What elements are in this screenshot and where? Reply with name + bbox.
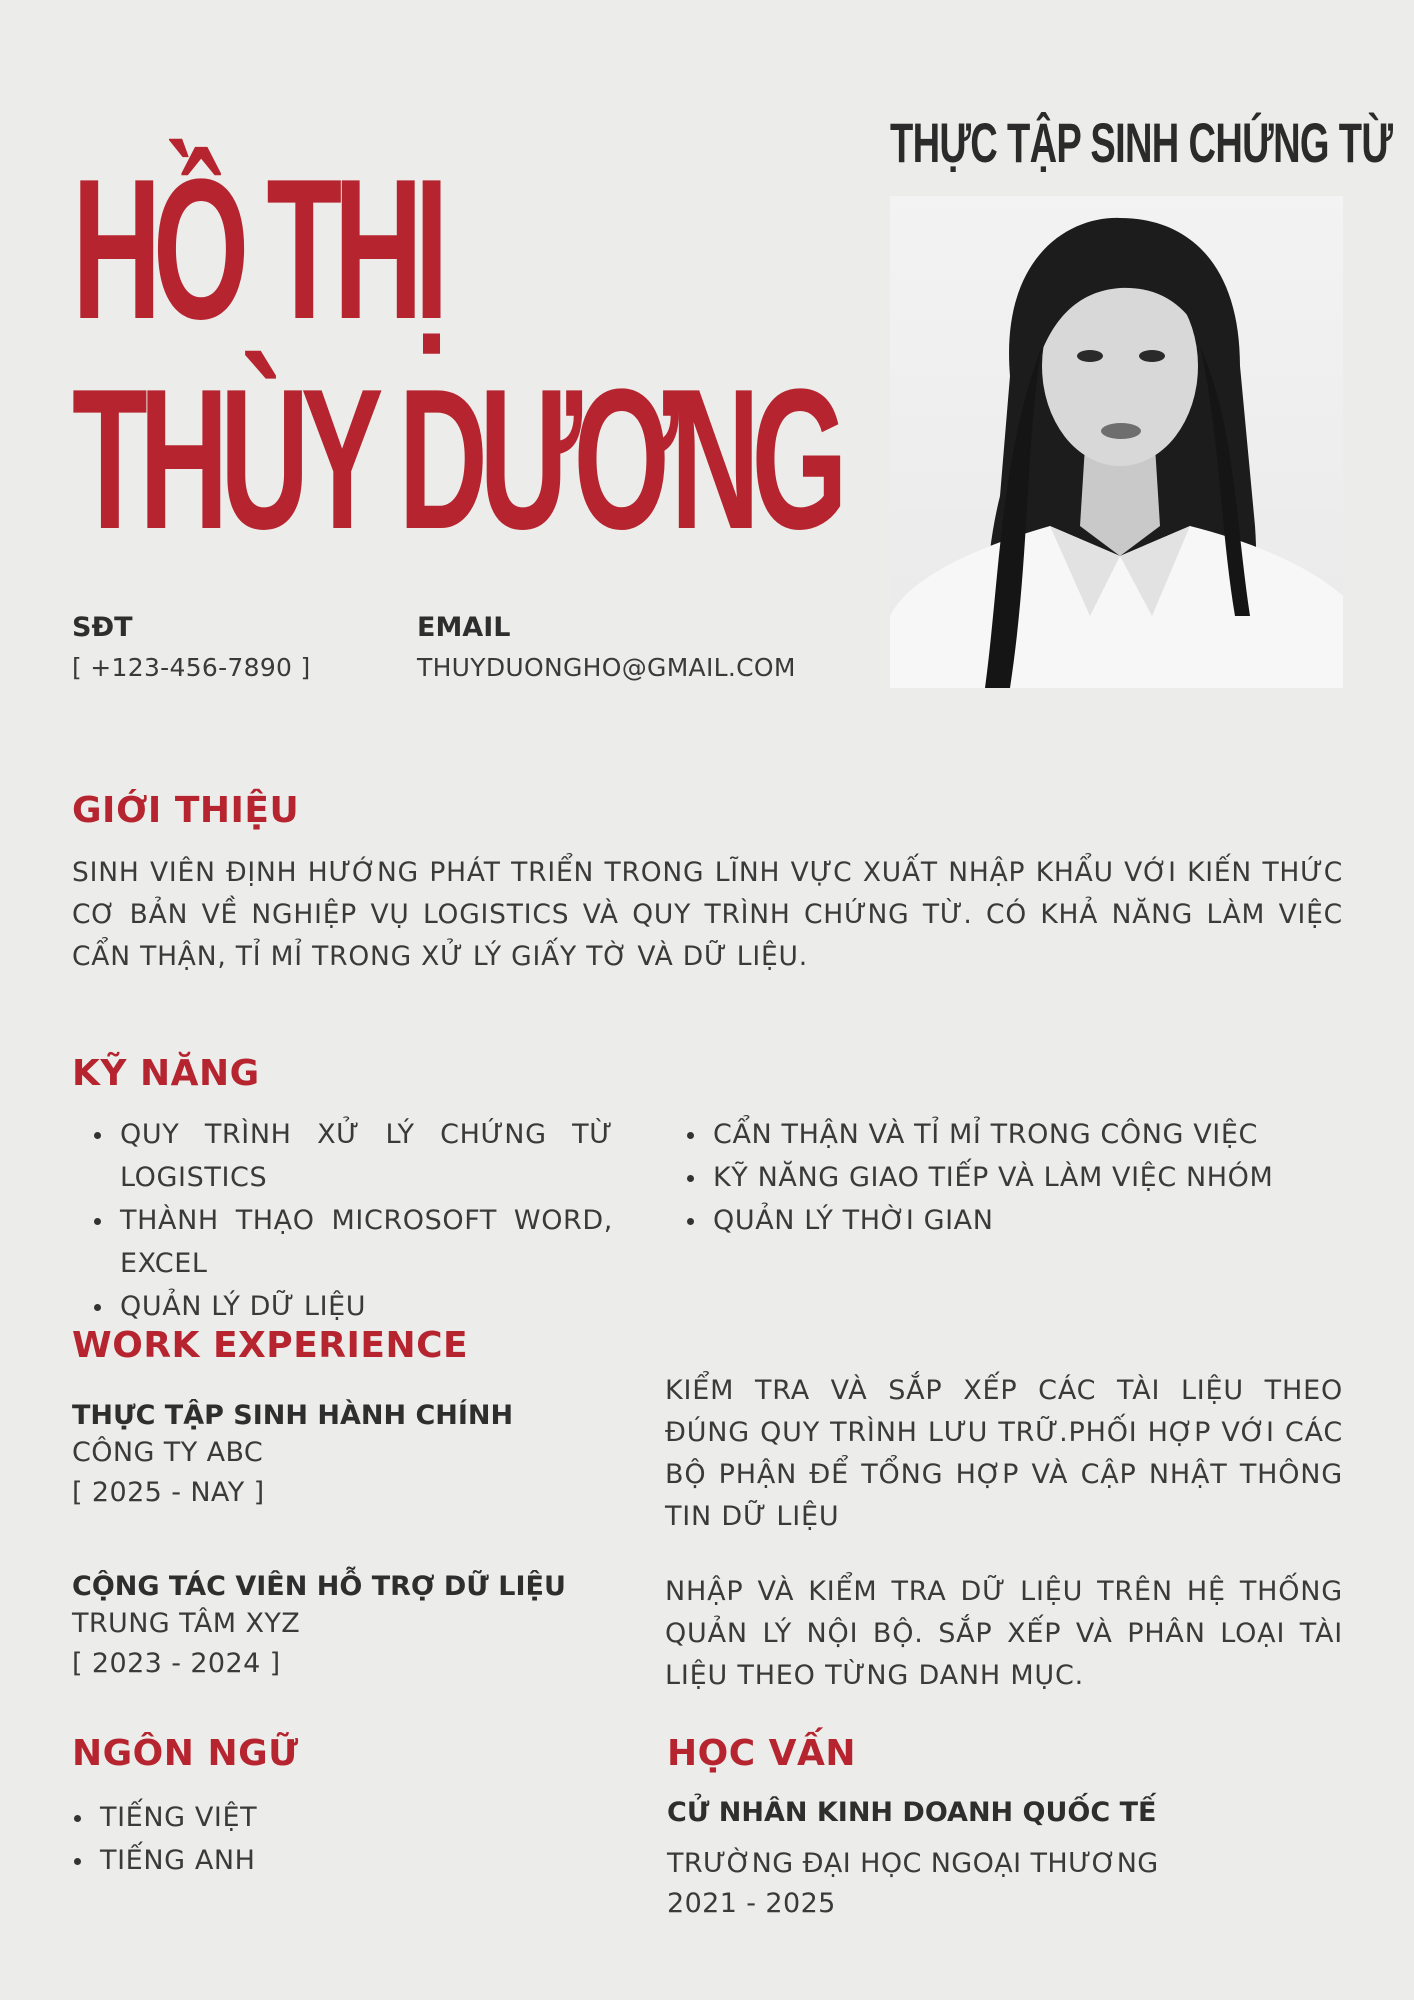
skills-list-left — [72, 1113, 613, 1328]
job-role-title: THỰC TẬP SINH CHỨNG TỪ — [890, 111, 1393, 174]
education-degree: CỬ NHÂN KINH DOANH QUỐC TẾ — [667, 1797, 1157, 1828]
list-item: THÀNH THẠO MICROSOFT WORD, EXCEL — [120, 1199, 613, 1285]
candidate-name — [72, 138, 840, 571]
profile-photo — [890, 196, 1343, 688]
job-description: KIỂM TRA VÀ SẮP XẾP CÁC TÀI LIỆU THEO ĐÚNG QUY TRÌNH LƯU TRỮ.PHỐI HỢP VỚI CÁC BỘ PHẬN ĐỂ TỔNG HỢP VÀ CẬP NHẬT THÔNG TIN DỮ LIỆU — [665, 1375, 1343, 1532]
job-description: NHẬP VÀ KIỂM TRA DỮ LIỆU TRÊN HỆ THỐNG QUẢN LÝ NỘI BỘ. SẮP XẾP VÀ PHÂN LOẠI TÀI LIỆU THEO TỪNG DANH MỤC. — [665, 1576, 1343, 1691]
job-company: CÔNG TY ABC — [72, 1437, 264, 1468]
email-label: EMAIL — [417, 612, 511, 643]
email-value: THUYDUONGHO@GMAIL.COM — [417, 653, 796, 682]
job-company: TRUNG TÂM XYZ — [72, 1608, 301, 1639]
languages-heading: NGÔN NGỮ — [72, 1733, 299, 1774]
job-title: CỘNG TÁC VIÊN HỖ TRỢ DỮ LIỆU — [72, 1571, 566, 1602]
education-heading: HỌC VẤN — [667, 1733, 857, 1774]
languages-list — [52, 1796, 500, 1882]
list-item: TIẾNG VIỆT — [100, 1796, 500, 1839]
job-period: [ 2023 - 2024 ] — [72, 1648, 281, 1679]
experience-heading: WORK EXPERIENCE — [72, 1325, 469, 1366]
list-item: QUY TRÌNH XỬ LÝ CHỨNG TỪ LOGISTICS — [120, 1113, 613, 1199]
phone-value: [ +123-456-7890 ] — [72, 653, 311, 682]
intro-text: SINH VIÊN ĐỊNH HƯỚNG PHÁT TRIỂN TRONG LĨNH VỰC XUẤT NHẬP KHẨU VỚI KIẾN THỨC CƠ BẢN VỀ NGHIỆP VỤ LOGISTICS VÀ QUY TRÌNH CHỨNG TỪ. CÓ KHẢ NĂNG LÀM VIỆC CẨN THẬN, TỈ MỈ TRONG XỬ LÝ GIẤY TỜ VÀ DỮ LIỆU. — [72, 857, 1343, 972]
phone-label: SĐT — [72, 612, 133, 643]
education-period: 2021 - 2025 — [667, 1888, 836, 1919]
list-item: KỸ NĂNG GIAO TIẾP VÀ LÀM VIỆC NHÓM — [713, 1156, 1391, 1199]
skills-heading: KỸ NĂNG — [72, 1053, 260, 1094]
list-item: CẨN THẬN VÀ TỈ MỈ TRONG CÔNG VIỆC — [713, 1113, 1391, 1156]
job-entry-1 — [72, 1400, 513, 1513]
job-entry-2 — [72, 1571, 566, 1684]
email-block — [417, 612, 796, 682]
phone-block — [72, 612, 311, 682]
list-item: QUẢN LÝ THỜI GIAN — [713, 1199, 1391, 1242]
intro-heading: GIỚI THIỆU — [72, 790, 300, 831]
skills-list-right — [665, 1113, 1391, 1242]
name-line-2: THÙY DƯƠNG — [72, 348, 840, 571]
job-title: THỰC TẬP SINH HÀNH CHÍNH — [72, 1400, 514, 1431]
list-item: QUẢN LÝ DỮ LIỆU — [120, 1285, 613, 1328]
name-line-1: HỒ THỊ — [72, 138, 441, 361]
job-period: [ 2025 - NAY ] — [72, 1477, 265, 1508]
education-school: TRƯỜNG ĐẠI HỌC NGOẠI THƯƠNG — [667, 1848, 1159, 1879]
list-item: TIẾNG ANH — [100, 1839, 500, 1882]
